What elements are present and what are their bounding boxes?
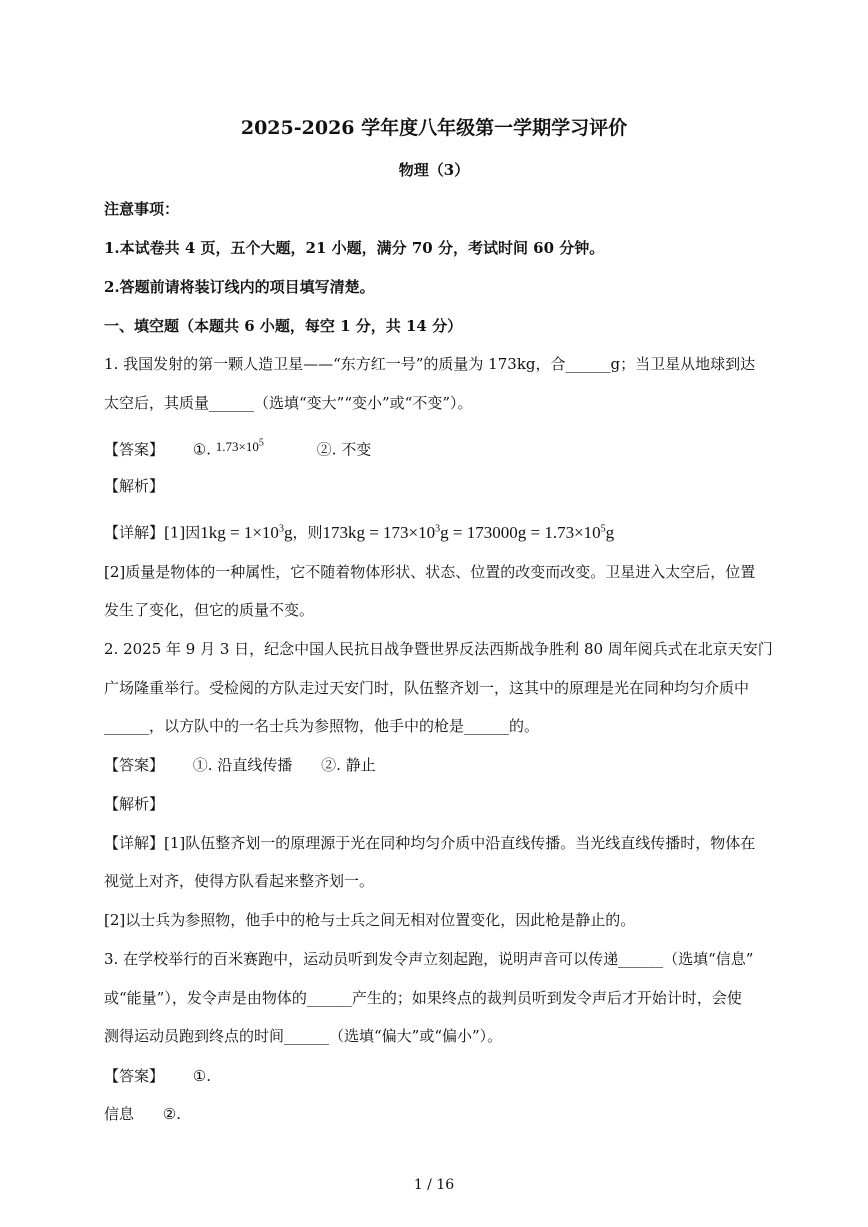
answer-1-marker: ①. bbox=[192, 1067, 212, 1085]
page-subtitle: 物理（3） bbox=[398, 161, 470, 179]
detail-label: 【详解】[1]因 bbox=[104, 523, 201, 542]
page-title: 2025-2026 学年度八年级第一学期学习评价 bbox=[240, 117, 628, 139]
answer-1-value: 沿直线传播 bbox=[217, 756, 293, 774]
q2-detail-1-line-2: 视觉上对齐，使得方队看起来整齐划一。 bbox=[104, 872, 375, 890]
detail-separator: ，则 bbox=[292, 523, 323, 542]
q1-detail-2-line-2: 发生了变化，但它的质量不变。 bbox=[104, 601, 315, 619]
q2-detail-1-line-1: 【详解】[1]队伍整齐划一的原理源于光在同种均匀介质中沿直线传播。当光线直线传播时，物体在 bbox=[104, 834, 756, 852]
page-number: 1 / 16 bbox=[413, 1177, 455, 1193]
q3-answer bbox=[104, 1066, 772, 1086]
answer-2-marker: ②. bbox=[162, 1105, 182, 1123]
q1-text-line-1: 1. 我国发射的第一颗人造卫星——“东方红一号”的质量为 173kg，合______g；当卫星从地球到达 bbox=[104, 355, 756, 373]
formula-1: $1kg = 1\times 10^3g$ bbox=[200, 522, 293, 542]
formula-2: $173kg = 173\times 10^3g = 173000g = 1.73\times 10^5g$ bbox=[322, 522, 615, 542]
q1-answer bbox=[104, 437, 772, 460]
q1-analysis-label: 【解析】 bbox=[104, 477, 165, 495]
answer-1-marker: ①. bbox=[192, 756, 213, 774]
notice-item-2: 2.答题前请将装订线内的项目填写清楚。 bbox=[104, 278, 375, 296]
answer-2-value: 静止 bbox=[345, 756, 376, 774]
q2-text-line-2: 广场隆重举行。受检阅的方队走过天安门时，队伍整齐划一，这其中的原理是光在同种均匀介质中 bbox=[104, 679, 750, 697]
answer-2-marker: ②. bbox=[321, 756, 341, 774]
q2-text-line-1: 2. 2025 年 9 月 3 日，纪念中国人民抗日战争暨世界反法西斯战争胜利 80 周年阅兵式在北京天安门 bbox=[104, 640, 773, 658]
q2-detail-2: [2]以士兵为参照物，他手中的枪与士兵之间无相对位置变化，因此枪是静止的。 bbox=[104, 911, 636, 929]
q2-answer bbox=[104, 755, 772, 775]
answer-1-value: $1.73\times 10^5$ bbox=[215, 438, 264, 455]
answer-label: 【答案】 bbox=[104, 1067, 165, 1085]
q2-text-line-3: ______，以方队中的一名士兵为参照物，他手中的枪是______的。 bbox=[104, 717, 540, 735]
notice-heading: 注意事项： bbox=[104, 200, 180, 218]
notice-item-1: 1.本试卷共 4 页，五个大题，21 小题，满分 70 分，考试时间 60 分钟。 bbox=[104, 239, 605, 257]
answer-2-value: 不变 bbox=[341, 440, 372, 459]
answer-1-marker: ①. bbox=[192, 440, 212, 459]
q2-analysis-label: 【解析】 bbox=[104, 795, 165, 813]
q3-answer-continued bbox=[104, 1104, 772, 1124]
q1-detail-formula bbox=[104, 519, 772, 543]
q1-text-line-2: 太空后，其质量______（选填“变大”“变小”或“不变”）。 bbox=[104, 394, 473, 412]
section-heading: 一、填空题（本题共 6 小题，每空 1 分，共 14 分） bbox=[104, 317, 463, 335]
q3-text-line-3: 测得运动员跑到终点的时间______（选填“偏大”或“偏小”）。 bbox=[104, 1027, 503, 1045]
answer-1-value: 信息 bbox=[104, 1105, 135, 1123]
q3-text-line-1: 3. 在学校举行的百米赛跑中，运动员听到发令声立刻起跑，说明声音可以传递______（选填“信息” bbox=[104, 950, 754, 968]
q3-text-line-2: 或“能量”），发令声是由物体的______产生的；如果终点的裁判员听到发令声后才开始计时，会使 bbox=[104, 989, 742, 1007]
answer-label: 【答案】 bbox=[104, 756, 165, 774]
answer-2-marker: ②. bbox=[316, 440, 337, 459]
answer-label: 【答案】 bbox=[104, 440, 165, 459]
q1-detail-2-line-1: [2]质量是物体的一种属性，它不随着物体形状、状态、位置的改变而改变。卫星进入太空后，位置 bbox=[104, 563, 756, 581]
